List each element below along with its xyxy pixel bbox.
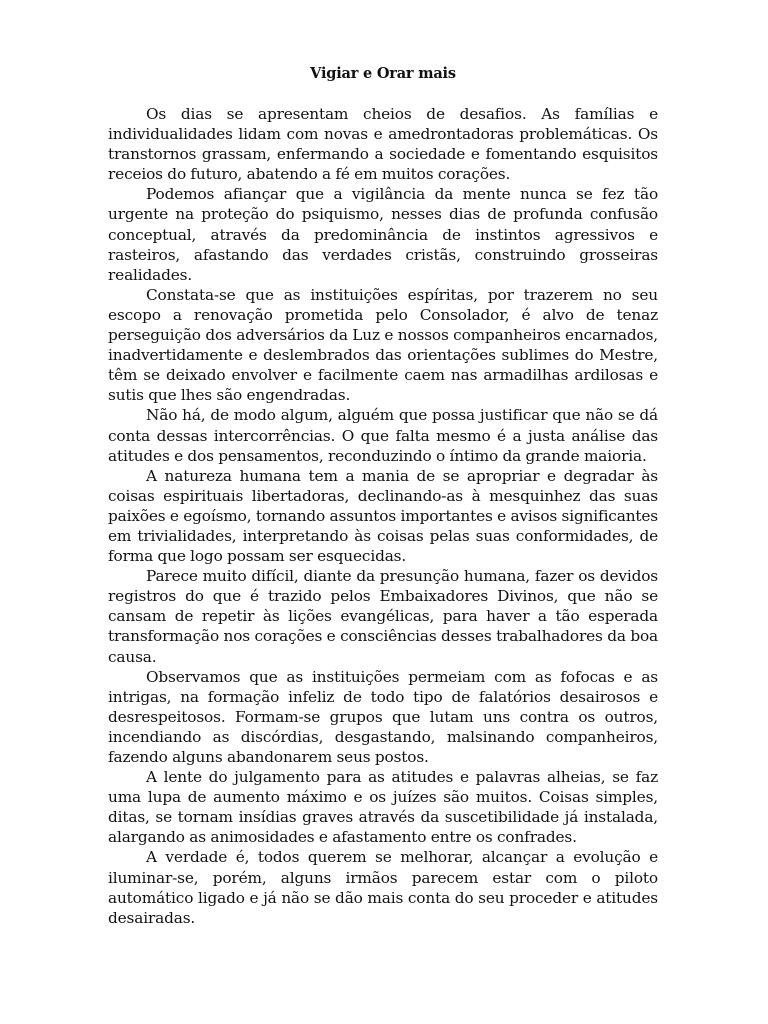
paragraph: A lente do julgamento para as atitudes e palavras alheias, se faz uma lupa de aumento máximo e os juízes são muitos. Coisas simples, ditas, se tornam insídias graves através da suscetibilidade já instalada, alargando as animosidades e afastamento entre os confrades. [108,768,658,847]
paragraph: A verdade é, todos querem se melhorar, alcançar a evolução e iluminar-se, porém, alguns irmãos parecem estar com o piloto automático ligado e já não se dão mais conta do seu proceder e atitudes desairadas. [108,848,658,927]
paragraph: Constata-se que as instituições espíritas, por trazerem no seu escopo a renovação prometida pelo Consolador, é alvo de tenaz perseguição dos adversários da Luz e nossos companheiros encarnados, inadvertidamente e deslembrados das orientações sublimes do Mestre, têm se deixado envolver e facilmente caem nas armadilhas ardilosas e sutis que lhes são engendradas. [108,285,658,405]
paragraph: A natureza humana tem a mania de se apropriar e degradar às coisas espirituais libertadoras, declinando-as à mesquinhez das suas paixões e egoísmo, tornando assuntos importantes e avisos significantes em trivialidades, interpretando às coisas pelas suas conformidades, de forma que logo possam ser esquecidas. [108,466,658,566]
document-page [108,64,658,928]
paragraph: Observamos que as instituições permeiam com as fofocas e as intrigas, na formação infeliz de todo tipo de falatórios desairosos e desrespeitosos. Formam-se grupos que lutam uns contra os outros, incendiando as discórdias, desgastando, malsinando companheiros, fazendo alguns abandonarem seus postos. [108,667,658,766]
paragraph: Os dias se apresentam cheios de desafios. As famílias e individualidades lidam com novas e amedrontadoras problemáticas. Os transtornos grassam, enfermando a sociedade e fomentando esquisitos receios do futuro, abatendo a fé em muitos corações. [108,105,658,184]
paragraph: Não há, de modo algum, alguém que possa justificar que não se dá conta dessas intercorrências. O que falta mesmo é a justa análise das atitudes e dos pensamentos, reconduzindo o íntimo da grande maioria. [108,406,658,465]
paragraph: Parece muito difícil, diante da presunção humana, fazer os devidos registros do que é trazido pelos Embaixadores Divinos, que não se cansam de repetir às lições evangélicas, para haver a tão esperada transformação nos corações e consciências desses trabalhadores da boa causa. [108,567,658,666]
document-title: Vigiar e Orar mais [310,65,456,82]
paragraph: Podemos afiançar que a vigilância da mente nunca se fez tão urgente na proteção do psiquismo, nesses dias de profunda confusão conceptual, através da predominância de instintos agressivos e rasteiros, afastando das verdades cristãs, construindo grosseiras realidades. [108,185,658,284]
